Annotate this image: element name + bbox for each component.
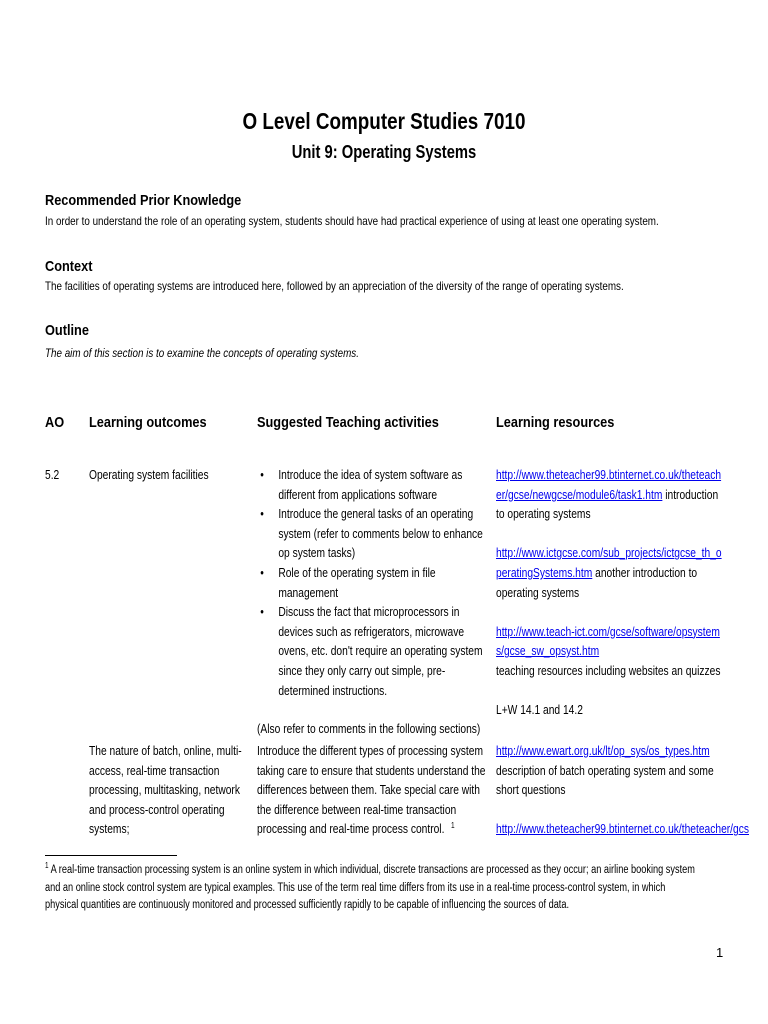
row1-activities bbox=[257, 466, 488, 740]
activity-list bbox=[257, 466, 488, 701]
activity-item: • Role of the operating system in file management bbox=[257, 564, 488, 603]
resource-entry bbox=[496, 820, 749, 840]
resource-link[interactable]: http://www.ictgcse.com/sub_projects/ictgcse_th_operatingSystems.htm bbox=[496, 546, 722, 580]
footnote-marker: 1 bbox=[45, 861, 49, 871]
column-header-outcomes: Learning outcomes bbox=[89, 414, 207, 431]
outline-heading: Outline bbox=[45, 322, 89, 339]
column-header-resources: Learning resources bbox=[496, 414, 615, 431]
page-number: 1 bbox=[716, 945, 724, 960]
outline-text: The aim of this section is to examine the concepts of operating systems. bbox=[45, 346, 359, 360]
prior-knowledge-heading: Recommended Prior Knowledge bbox=[45, 192, 242, 209]
resource-link[interactable]: http://www.ewart.org.uk/lt/op_sys/os_types.htm bbox=[496, 744, 710, 758]
resource-entry bbox=[496, 742, 726, 801]
column-header-activities: Suggested Teaching activities bbox=[257, 414, 439, 431]
footnote bbox=[45, 862, 701, 915]
row2-activity-text: Introduce the different types of processing system taking care to ensure that students understand the differences between them. Take special care with the difference between real-time transaction processing and real-time process control. bbox=[257, 744, 486, 837]
book-reference: L+W 14.1 and 14.2 bbox=[496, 703, 583, 718]
resource-link[interactable]: http://www.teach-ict.com/gcse/software/opsystems/gcse_sw_opsyst.htm bbox=[496, 624, 720, 659]
column-header-ao: AO bbox=[45, 414, 65, 431]
resource-description: teaching resources including websites an quizzes bbox=[496, 663, 721, 678]
context-text: The facilities of operating systems are introduced here, followed by an appreciation of the diversity of the range of operating systems. bbox=[45, 279, 624, 293]
context-heading: Context bbox=[45, 258, 93, 275]
resource-description: description of batch operating system and some short questions bbox=[496, 763, 714, 798]
row2-outcome: The nature of batch, online, multi-access, real-time transaction processing, multitasking, network and process-control operating systems; bbox=[89, 744, 242, 837]
row1-resources bbox=[496, 466, 724, 721]
resource-description: introduction to operating systems bbox=[496, 487, 719, 522]
row1-outcome: Operating system facilities bbox=[89, 468, 209, 482]
row2-activity bbox=[257, 742, 496, 840]
resource-description: another introduction to operating systems bbox=[496, 565, 698, 600]
activity-note: (Also refer to comments in the following sections) bbox=[257, 722, 481, 737]
resource-entry bbox=[496, 466, 724, 525]
activity-item: • Introduce the idea of system software as different from applications software bbox=[257, 466, 488, 505]
row1-ao: 5.2 bbox=[45, 468, 60, 482]
resource-entry bbox=[496, 623, 724, 682]
prior-knowledge-text: In order to understand the role of an operating system, students should have had practical experience of using at least one operating system. bbox=[45, 214, 659, 228]
footnote-reference[interactable]: 1 bbox=[450, 821, 455, 831]
resource-link[interactable]: http://www.theteacher99.btinternet.co.uk/theteacher/gcs bbox=[496, 822, 749, 837]
activity-item: • Discuss the fact that microprocessors in devices such as refrigerators, microwave ovens, etc. don't require an operating system since they only carry out simple, pre-determined instructions. bbox=[257, 603, 488, 701]
resource-link[interactable]: http://www.theteacher99.btinternet.co.uk/theteacher/gcse/newgcse/module6/task1.htm bbox=[496, 468, 722, 502]
row2-resources bbox=[496, 742, 749, 840]
document-title: O Level Computer Studies 7010 bbox=[242, 108, 526, 134]
resource-entry bbox=[496, 544, 724, 603]
activity-item: • Introduce the general tasks of an operating system (refer to comments below to enhance op system tasks) bbox=[257, 505, 488, 564]
footnote-text: A real-time transaction processing system is an online system in which individual, discrete transactions are processed as they occur; an airline booking system and an online stock control system are typical examples. This use of the term real time differs from its use in a real-time process-control system, in which physical quantities are continuously monitored and processed sufficiently rapidly to be capable of influencing the sources of data. bbox=[45, 864, 695, 911]
footnote-separator bbox=[45, 855, 177, 856]
document-subtitle: Unit 9: Operating Systems bbox=[291, 142, 477, 162]
